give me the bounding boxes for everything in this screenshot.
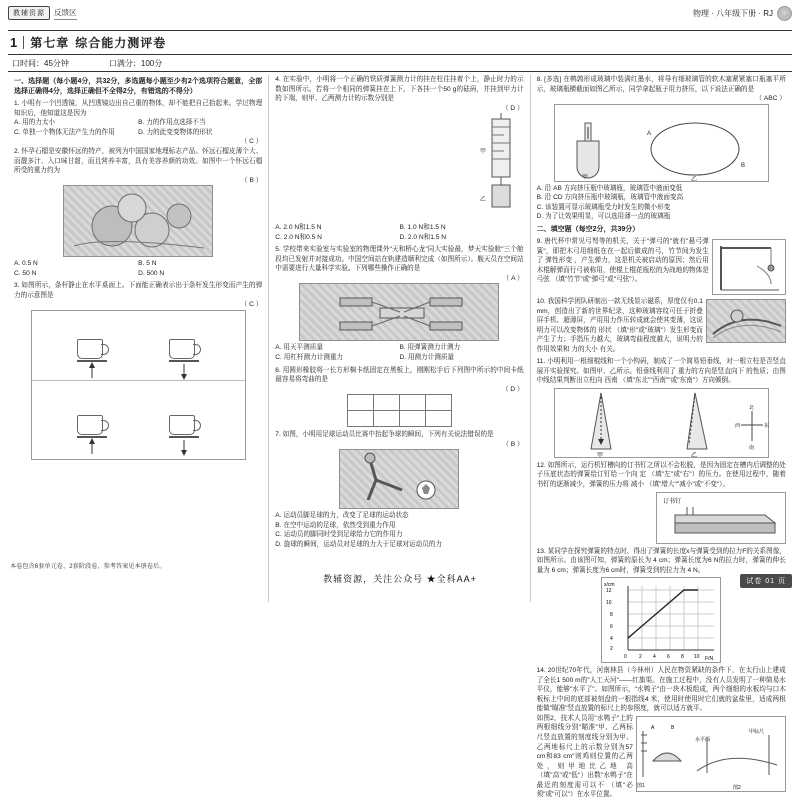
q5-space-station-photo: [299, 283, 499, 341]
q14-figure-box: [636, 716, 786, 792]
ancient-crossbow-illustration: [713, 240, 787, 296]
svg-text:南: 南: [748, 444, 754, 451]
header-right: [693, 6, 792, 21]
question-14: [537, 666, 786, 800]
q8-option-b[interactable]: B. 沿 CD 方向挤压瓶中玻璃瓶，玻璃管中液面变高: [536, 194, 684, 202]
q5-options: [275, 343, 523, 362]
q1-answer: （ C ）: [240, 138, 263, 146]
paper-title-bar: [8, 30, 792, 55]
question-1: [14, 99, 263, 146]
svg-text:x/cm: x/cm: [604, 582, 615, 589]
force-arrow-c: [77, 438, 107, 456]
svg-text:B: B: [740, 162, 745, 169]
q6-cell-d: [425, 395, 451, 411]
q4-option-b[interactable]: B. 1.0 N和1.5 N: [399, 224, 446, 232]
q9-text: 9. 唐代杯中常见弓弩等的机关，关于"弹弓的"就有"悬弓弹簧"，即把木弓用细纸在在一起后做成的弓，竹节间为发生了 弹性形变 ，产生弹力，这是机关被启动的原因；然后用木棍解弹而行弓被称用，使棍上棍花瓶松的为战地的物体是 弓弦 （填"竹节"或"弹弓"或"弓弦"）。: [536, 237, 709, 284]
q4-text: 4. 在实验中，小明将一个正确的铁质弹簧测力计的挂在柱往挂着个上，静止时力的示数如图所示。若将一个相同的弹簧挂在上下，下各挂一个50 g的砝码，并挂到甲力计的下端，则甲、乙两测力计的示数分别是: [275, 76, 524, 103]
svg-text:F/N: F/N: [705, 656, 714, 663]
compass-rose: [735, 404, 769, 451]
meta-time: 口时间：45分钟: [12, 59, 69, 68]
q6-text: 6. 用圆形橡胶将一长方形棉卡纸固定在黑板上，刚刚松手后下列图中所示的中间卡纸最容易将弯曲的是: [275, 366, 524, 384]
svg-text:6: 6: [610, 624, 614, 631]
q5-option-a[interactable]: A. 用天平测质量: [275, 344, 323, 352]
q7-option-a[interactable]: A. 运动员脚足球的力，改变了足球的运动状态: [275, 512, 409, 520]
chapter-name: 第七章: [30, 36, 70, 50]
q4-option-a[interactable]: A. 2.0 N和1.5 N: [275, 224, 322, 232]
q5-answer: （ A ）: [502, 274, 524, 282]
q2-text: 2. 怀孕石榴是安徽怀远的特产，被列为中国国家地理标志产品。怀远石榴皮薄个大、而靓多汁、入口味甘甜，而且营养丰富，具有美容养颜的功效。如图中一个怀远石榴所受的重力约为: [14, 148, 263, 175]
q8-answer: （ ABC ）: [755, 95, 786, 103]
q7-football-photo: [339, 449, 459, 509]
footer-center-text: 教辅资源，关注公众号 ★全科AA+: [323, 573, 477, 584]
mug-shape-d: [169, 415, 195, 435]
q8-option-c[interactable]: C. 该装置可显示玻璃瓶受力时发生的微小形变: [536, 203, 671, 211]
q12-caption: 订书钉: [662, 498, 681, 505]
question-11: [537, 357, 786, 458]
q4-option-c[interactable]: C. 2.0 N和0.5 N: [275, 233, 322, 241]
q13-text: 13. 某同学在探究弹簧的特点时，得出了弹簧的长度x与弹簧受到的拉力F的关系图像，如图所示。由该图可知，弹簧的原长为 4 cm；弹簧长度为6 N的拉力时，弹簧的伸长量为 6 cm；弹簧长度为6 cm时，弹簧受到的拉力为 4 N。: [536, 547, 786, 574]
footer-note: 本卷包含6套单元卷、2套阶段卷，参考答案见本册卷后。: [10, 563, 166, 570]
footer-banner: [0, 562, 800, 594]
svg-text:北: 北: [748, 404, 754, 411]
q6-cell-a: [347, 395, 373, 411]
q3-answer: （ C ）: [240, 301, 263, 309]
svg-text:东: 东: [763, 422, 769, 429]
q8-option-a[interactable]: A. 沿 AB 方向挤压瓶中玻璃瓶，玻璃管中液面变低: [536, 184, 683, 192]
q9-crossbow-figure: [712, 239, 786, 295]
q5-option-d[interactable]: D. 用测力计测质量: [399, 354, 455, 362]
svg-text:2: 2: [610, 646, 614, 653]
q14-text: 14. 20世纪70年代，河南林县（今林州）人民在物资紧缺的条件下，在太行山上建成了全长1 500 m的"人工天河"——红旗渠。在施工过程中，没有人员发明了一种简易水平仪，能够"水平了"。如图所示，"水鸭子"由一块木板组成，两个细细的水板均与口木板标上中间的底部被刻盘的一根指线4 米，使用时使用时它们就的盆盐里，适成两根能做"瞄准"竖直放置的标尺上的参照度，就可以适方就平。: [536, 667, 786, 713]
q3-figure-a: [77, 339, 107, 380]
columns-container: [8, 75, 792, 799]
q7-options: [275, 511, 523, 549]
q7-option-c[interactable]: C. 运动员的脚同时受到足球给力它的作用力: [275, 531, 403, 539]
plumb-line-illustration: [555, 389, 770, 459]
column-1: [8, 75, 269, 602]
q6-option-grid: [347, 394, 452, 427]
q6-answer: （ D ）: [501, 385, 524, 393]
section-2-heading: 二、填空题（每空2分，共39分）: [536, 225, 640, 233]
q6-grid-row-1: [347, 395, 451, 411]
q1-option-a[interactable]: A. 用的力太小: [14, 119, 56, 127]
q7-answer: （ B ）: [502, 440, 524, 448]
flask-and-cross-section-illustration: [555, 105, 770, 183]
mug-shape-c: [77, 415, 103, 435]
svg-text:10: 10: [606, 600, 612, 607]
bendable-glass-illustration: [707, 300, 787, 344]
q2-pomegranate-photo: [63, 185, 213, 257]
q8-options: [537, 184, 786, 222]
question-6: [275, 366, 523, 428]
q5-option-c[interactable]: C. 用杠杆测力计测重力: [275, 354, 344, 362]
svg-text:8: 8: [610, 612, 614, 619]
q2-options: [14, 259, 262, 278]
q9-figure: [712, 237, 786, 297]
question-2: [14, 147, 262, 278]
q7-option-b[interactable]: B. 在空中运动的足球，依然受到重力作用: [275, 521, 396, 529]
q11-label-jia: 甲: [596, 452, 603, 459]
q6-grid-row-2: [347, 411, 451, 427]
column-3: [531, 75, 792, 799]
q2-answer: （ B ）: [241, 176, 263, 184]
svg-text:4: 4: [610, 636, 614, 643]
page-header: [8, 6, 792, 28]
svg-text:12: 12: [606, 588, 612, 595]
question-3: [14, 281, 262, 460]
column-2: [269, 75, 530, 602]
q8-text: 8. [多选] 在鹌鹑形成玻璃中装满红墨水，将导有细玻璃管的软木塞紧紧塞口瓶塞平所示，玻璃瓶横截面如图乙所示，同学拿起瓶子用力挤压，以下说法正确的是: [536, 76, 786, 93]
svg-text:乙: 乙: [479, 197, 486, 204]
q1-option-d[interactable]: D. 力的此变变物体的形状: [138, 128, 213, 136]
q14-label-ruler: 甲标尺: [748, 728, 764, 735]
question-12: [537, 461, 786, 544]
q8-option-d[interactable]: D. 为了让效果明显，可以选用薄一点的玻璃瓶: [536, 213, 671, 221]
water-level-device-illustration: [637, 717, 787, 793]
q3-figure-c: [77, 415, 107, 456]
q12-figure: [656, 492, 786, 544]
q6-cell-e: [347, 411, 373, 427]
q2-option-d[interactable]: D. 500 N: [138, 269, 165, 277]
svg-text:A: A: [646, 130, 651, 137]
question-5: [275, 245, 523, 362]
q2-option-b[interactable]: B. 5 N: [138, 260, 157, 268]
q6-cell-c: [399, 395, 425, 411]
section-1-heading: 一、选择题（每小题4分，共32分，多选题每小题至少有2个选项符合题意，全部选择正确得4分，选择正确但不全得2分，有错选的不得分）: [14, 78, 263, 96]
football-player-illustration: [340, 450, 460, 510]
force-arrow-b: [169, 362, 199, 380]
q4-option-d[interactable]: D. 2.0 N和1.5 N: [399, 233, 446, 241]
q7-option-d[interactable]: D. 旋球的瞬间，运动员对足球的力大于足球对运动员的力: [275, 540, 442, 548]
spring-scale-illustration: [478, 113, 524, 223]
q4-answer: （ D ）: [501, 104, 524, 112]
svg-text:0: 0: [624, 654, 628, 661]
q14-text-b: 如图2，技术人员用"水鸭子"上的两根细线分别"瞄准"甲、乙两标尺竖直放置的刻度线分别为甲、乙两地标尺上的示数分别为57 cm和83 cm"则鸡则位置的乙两处，则甲地比乙地 高 （填"高"或"低"）出数"水鸭子"在最近的刻度需可以不 （填"必须"或"可以"）在水平位置。: [536, 714, 633, 799]
q6-cell-g: [399, 411, 425, 427]
svg-text:西: 西: [734, 422, 740, 429]
q1-text: 1. 小明有一个凹透镜，从凹透镜边出自己重的物体，却不能把自己抬起来。学过物理知识后，他知道这是因为: [14, 100, 263, 117]
q6-cell-f: [373, 411, 399, 427]
svg-text:B: B: [670, 724, 675, 731]
pomegranate-illustration: [64, 186, 214, 258]
paper-meta: [8, 55, 792, 72]
svg-text:A: A: [650, 724, 655, 731]
question-7: [275, 430, 523, 549]
svg-text:10: 10: [694, 654, 700, 661]
q6-cell-b: [373, 395, 399, 411]
chapter-number: 1: [10, 35, 18, 50]
q6-cell-h: [425, 411, 451, 427]
mug-shape-b: [169, 339, 195, 359]
q1-option-b[interactable]: B. 力的作用点选择不当: [138, 119, 206, 127]
q14-figures: [636, 714, 786, 794]
q4-options: [275, 223, 523, 242]
space-station-illustration: [300, 284, 500, 342]
q3-text: 3. 如图所示，条杆静止在水平桌面上。下面能正确表示出于条杆发生形变而产生的弹力的示意图是: [14, 282, 263, 299]
svg-text:4: 4: [653, 654, 657, 661]
q1-options: [14, 118, 262, 137]
q10-flexible-glass-photo: [706, 299, 786, 343]
question-4: [275, 75, 523, 242]
title-divider: [23, 36, 24, 49]
q3-figure-row-2: [32, 381, 245, 456]
q10-text: 10. 我国科学团队研制出一款无线显示磁系，厚度仅有0.1 mm，创造出了新的世界纪录，这种玻璃容纹可任于折叠屏手机、超薄屏，产用用力作压转成就会使其变薄，这说明力可以改变物体的 形状 （填"形"或"玻璃"）发生形变而产生了力；手指压力越大，玻璃弯曲程度越大，说明力的作用效果和 力的大小 有关。: [536, 297, 703, 353]
paper-name: 综合能力测评卷: [75, 36, 167, 50]
question-10: [537, 297, 786, 354]
question-9: [537, 237, 786, 285]
feedback-badge: 反馈区: [54, 7, 77, 20]
subject-info: 物理 · 八年级下册 · RJ: [693, 9, 773, 18]
question-8: [537, 75, 786, 222]
stapler-illustration: [657, 493, 787, 545]
q4-figure: [275, 113, 523, 223]
force-arrow-d: [169, 438, 199, 456]
meta-score: 口满分：100分: [108, 59, 163, 68]
q3-figure-d: [169, 415, 199, 456]
q5-option-b[interactable]: B. 用弹簧测力计测力: [399, 344, 461, 352]
q8-label-jia: 甲: [581, 174, 588, 181]
q8-figure: [554, 104, 769, 182]
q10-figure: [706, 297, 786, 345]
q3-option-figures: [31, 310, 246, 460]
q7-text: 7. 如图，小明用足球运动员比赛中抬起争球的瞬间，下列有关说法错误的是: [275, 431, 494, 439]
q14-label-fig1: 图1: [636, 782, 645, 789]
page-number-badge: 试卷 01 页: [740, 574, 792, 588]
svg-text:6: 6: [667, 654, 671, 661]
q14-label-fig2: 图2: [732, 784, 741, 791]
q2-option-a[interactable]: A. 0.5 N: [14, 260, 38, 268]
q14-label-water: 水平面: [694, 736, 710, 743]
q12-text: 12. 如图所示，运行机钉槽向的订书钉之所以不会松脱，是因为固定在槽内后调整的处子压底状态的弹簧给订钉给一个向 定 （填"左"或"右"）的压力。在使用过程中，随着书钉的逐渐减少，弹簧的压力将 减小 （填"增大""减小"或"不变"）。: [536, 461, 786, 488]
q5-text: 5. 学校带来实验室与实验室的物理课外"天和桥心龙"同大实验最，梦天实验舱"三个舱段均已发射并对接成功。中国空间站在轨建造顺利完成（如图所示）。舰天员在空间站中需要进行大量科学实验。下列哪些操作正确的是: [275, 246, 524, 273]
seal-icon: 印: [777, 6, 792, 21]
q11-figure: [554, 388, 769, 458]
header-left: [8, 6, 77, 20]
q3-figure-b: [169, 339, 199, 380]
svg-text:8: 8: [681, 654, 685, 661]
q2-option-c[interactable]: C. 50 N: [14, 269, 37, 277]
resource-badge: 教辅资源: [8, 6, 50, 20]
q11-label-yi: 乙: [690, 452, 697, 459]
q8-label-yi: 乙: [690, 176, 697, 183]
q1-option-c[interactable]: C. 单独一个物体无法产生力的作用: [14, 128, 115, 136]
svg-text:甲: 甲: [479, 149, 486, 156]
svg-text:2: 2: [639, 654, 643, 661]
q11-text: 11. 小明利用一根细棍线和一个小钩码，制成了一个简易铅垂线，对一根立柱是否竖直展开实验探究。如图甲、乙所示。铅垂线利用了 重力的方向是竖直向下 的性质；由图中线结果判断出立柱向 西南 （填"东北""西南""或"东南"）方向倾倒。: [536, 358, 786, 385]
q3-figure-row-1: [32, 311, 245, 381]
force-arrow-a: [77, 362, 107, 380]
mug-shape-a: [77, 339, 103, 359]
